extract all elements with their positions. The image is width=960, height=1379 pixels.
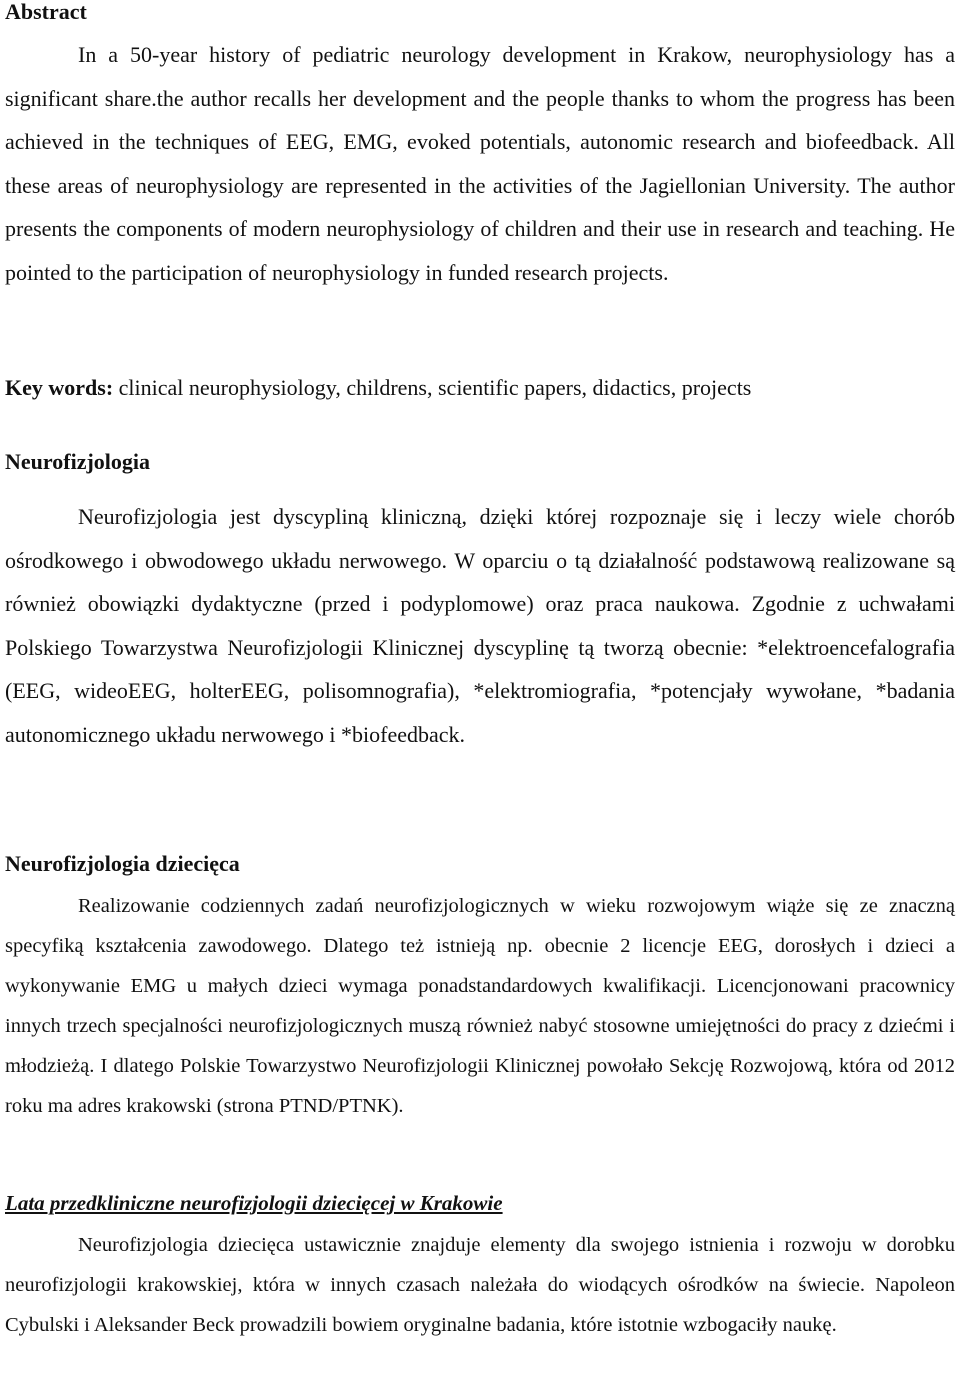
keywords-line <box>5 366 955 409</box>
abstract-paragraph: In a 50-year history of pediatric neurology development in Krakow, neurophysiology has a significant share.the author recalls her development and the people thanks to whom the progress has been achieved in the techniques of EEG, EMG, evoked potentials, autonomic research and biofeedback. All these areas of neurophysiology are represented in the activities of the Jagiellonian University. The author presents the components of modern neurophysiology of children and their use in research and teaching. He pointed to the participation of neurophysiology in funded research projects. <box>5 42 955 285</box>
lata-przedkliniczne-paragraph: Neurofizjologia dziecięca ustawicznie znajduje elementy dla swojego istnienia i rozwoju w dorobku neurofizjologii krakowskiej, która w innych czasach należała do wiodących ośrodków na świecie. Napoleon Cybulski i Aleksander Beck prowadzili bowiem oryginalne badania, które istotnie wzbogaciły naukę. <box>5 1234 955 1336</box>
keywords-label: Key words: <box>5 375 114 400</box>
neurofizjologia-dziecieca-paragraph: Realizowanie codziennych zadań neurofizjologicznych w wieku rozwojowym wiąże się ze znaczną specyfiką kształcenia zawodowego. Dlatego też istnieją np. obecnie 2 licencje EEG, dorosłych i dzieci a wykonywanie EMG u małych dzieci wymaga ponadstandardowych kwalifikacji. Licencjonowani pracownicy innych trzech specjalności neurofizjologicznych muszą również nabyć stosowne umiejętności do pracy z dziećmi i młodzieżą. I dlatego Polskie Towarzystwo Neurofizjologii Klinicznej powołało Sekcję Rozwojową, która od 2012 roku ma adres krakowski (strona PTND/PTNK). <box>5 895 955 1117</box>
abstract-heading: Abstract <box>5 0 87 24</box>
neurofizjologia-dziecieca-heading: Neurofizjologia dziecięca <box>5 851 240 876</box>
lata-przedkliniczne-heading: Lata przedkliniczne neurofizjologii dziecięcej w Krakowie <box>5 1191 503 1215</box>
neurofizjologia-paragraph: Neurofizjologia jest dyscypliną kliniczną, dzięki której rozpoznaje się i leczy wiele chorób ośrodkowego i obwodowego układu nerwowego. W oparciu o tą działalność podstawową realizowane są również obowiązki dydaktyczne (przed i podyplomowe) oraz praca naukowa. Zgodnie z uchwałami Polskiego Towarzystwa Neurofizjologii Klinicznej dyscyplinę tą tworzą obecnie: *elektroencefalografia (EEG, wideoEEG, holterEEG, polisomnografia), *elektromiografia, *potencjały wywołane, *badania autonomicznego układu nerwowego i *biofeedback. <box>5 504 955 747</box>
neurofizjologia-heading: Neurofizjologia <box>5 449 151 474</box>
keywords-text: clinical neurophysiology, childrens, scientific papers, didactics, projects <box>113 375 752 400</box>
